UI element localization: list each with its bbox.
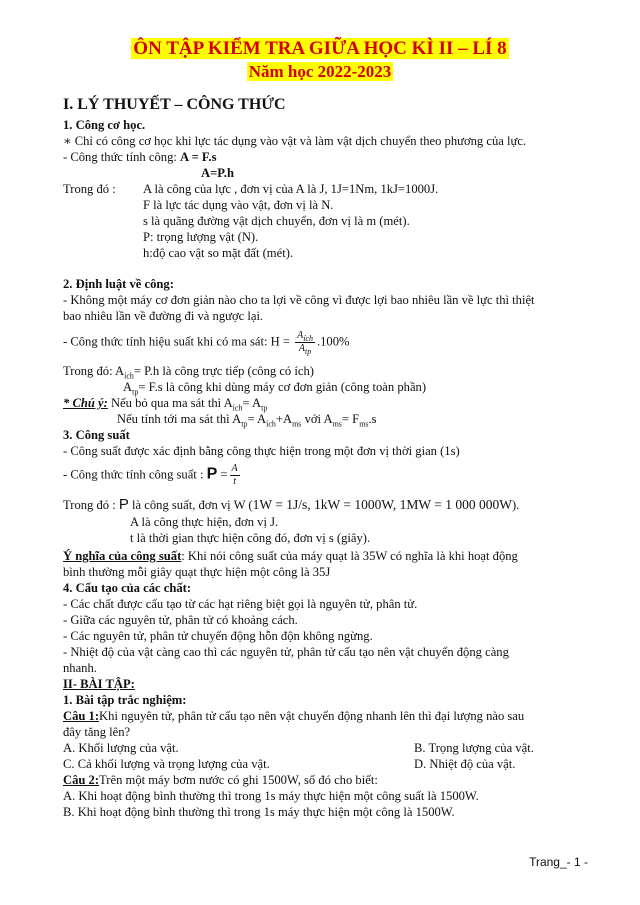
document-title: ÔN TẬP KIỂM TRA GIỮA HỌC KÌ II – LÍ 8 [133,38,507,59]
answer-option: B. Khi hoạt động bình thường thì trong 1s máy thực hiện một công là 1500W. [63,805,455,819]
definition-line: A là công thực hiện, đơn vị J. [130,515,279,529]
power-meaning-line: Ý nghĩa của công suất: Khi nói công suất của máy quạt là 35W có nghĩa là khi hoạt động [63,549,518,563]
heading-matter-structure: 4. Cấu tạo của các chất: [63,581,192,595]
heading-multiple-choice: 1. Bài tập trắc nghiệm: [63,693,187,707]
power-formula: - Công thức tính công suất : P = $\frac{A}{t}$ [63,463,238,487]
useful-work-line: Trong đó: $A_{ích}= P.h$ là công trực tiếp (công có ích) [63,364,314,381]
work-formula-line: - Công thức tính công: A = F.s [63,150,217,164]
note-line-2: Nếu tính tới ma sát thì $A_{tp}= A_{ích}+A_{ms}$ với $A_{ms}= F_{ms}.s$ [117,412,377,429]
text-line: bao nhiêu lần về đường đi và ngược lại. [63,309,264,323]
question-2: Câu 2:Trên một máy bơm nước có ghi 1500W, số đó cho biết: [63,773,378,787]
efficiency-fraction: $\frac{A_{ích}}{A_{tp}}$ [297,330,313,356]
efficiency-formula: - Công thức tính hiệu suất khi có ma sát: H = $\frac{A_{ích}}{A_{tp}}$ .100% [63,330,350,356]
question-1-cont: đây tăng lên? [63,725,131,739]
section-heading-theory: I. LÝ THUYẾT – CÔNG THỨC [63,96,286,113]
definition-line: F là lực tác dụng vào vật, đơn vị là N. [143,198,334,212]
answer-option: A. Khi hoạt động bình thường thì trong 1s máy thực hiện một công suất là 1500W. [63,789,479,803]
work-formula-2: A=P.h [201,166,234,180]
definition-line: s là quãng đường vật dịch chuyển, đơn vị là m (mét). [143,214,410,228]
definition-line: h:độ cao vật so mặt đất (mét). [143,246,294,260]
answer-option: B. Trọng lượng của vật. [414,741,534,755]
total-work-line: $A_{tp}= F.s$ là công khi dùng máy cơ đơn giản (công toàn phần) [123,380,427,397]
text-line: - Các chất được cấu tạo từ các hạt riêng biệt gọi là nguyên tử, phân tử. [63,597,418,611]
page-number: Trang_- 1 - [529,855,588,869]
text-line: - Không một máy cơ đơn giản nào cho ta lợi về công vì được lợi bao nhiêu lần về lực thì thiệt [63,293,535,307]
power-fraction: $\frac{A}{t}$ [231,463,238,487]
answer-option: C. Cả khối lượng và trọng lượng của vật. [63,757,270,771]
text-line: nhanh. [63,661,97,675]
heading-power: 3. Công suất [63,428,130,442]
text-line: - Công suất được xác định bằng công thực hiện trong một đơn vị thời gian (1s) [63,444,460,458]
definition-line: A là công của lực , đơn vị của A là J, 1J=1Nm, 1kJ=1000J. [143,182,439,196]
text-line: bình thường mỗi giây quạt thực hiện một công là 35J [63,565,331,579]
question-1: Câu 1:Khi nguyên tử, phân tử cấu tạo nên vật chuyển động nhanh lên thì đại lượng nào sau [63,709,525,723]
document-subtitle: Năm học 2022-2023 [248,62,392,81]
text-line: - Giữa các nguyên tử, phân tử có khoảng cách. [63,613,298,627]
power-units-line: Trong đó : P là công suất, đơn vị W (1W = 1J/s, 1kW = 1000W, 1MW = 1 000 000W). [63,496,520,513]
text-line: - Nhiệt độ của vật càng cao thì các nguyên tử, phân tử cấu tạo nên vật chuyển động càng [63,645,509,659]
text-line: - Các nguyên tử, phân tử chuyển động hỗn độn không ngừng. [63,629,373,643]
answer-option: A. Khối lượng của vật. [63,741,179,755]
section-heading-exercises: II- BÀI TẬP: [63,677,135,691]
where-label: Trong đó : [63,182,116,196]
answer-option: D. Nhiệt độ của vật. [414,757,516,771]
note-line-1: * Chú ý: Nếu bỏ qua ma sát thì $A_{ích}= A_{tp}$ [63,396,268,413]
definition-line: P: trọng lượng vật (N). [143,230,259,244]
definition-line: t là thời gian thực hiện công đó, đơn vị s (giây). [130,531,371,545]
heading-law-of-work: 2. Định luật về công: [63,277,174,291]
text-line: ∗ Chỉ có công cơ học khi lực tác dụng vào vật và làm vật dịch chuyển theo phương của lực. [63,134,527,148]
heading-work: 1. Công cơ học. [63,118,146,132]
